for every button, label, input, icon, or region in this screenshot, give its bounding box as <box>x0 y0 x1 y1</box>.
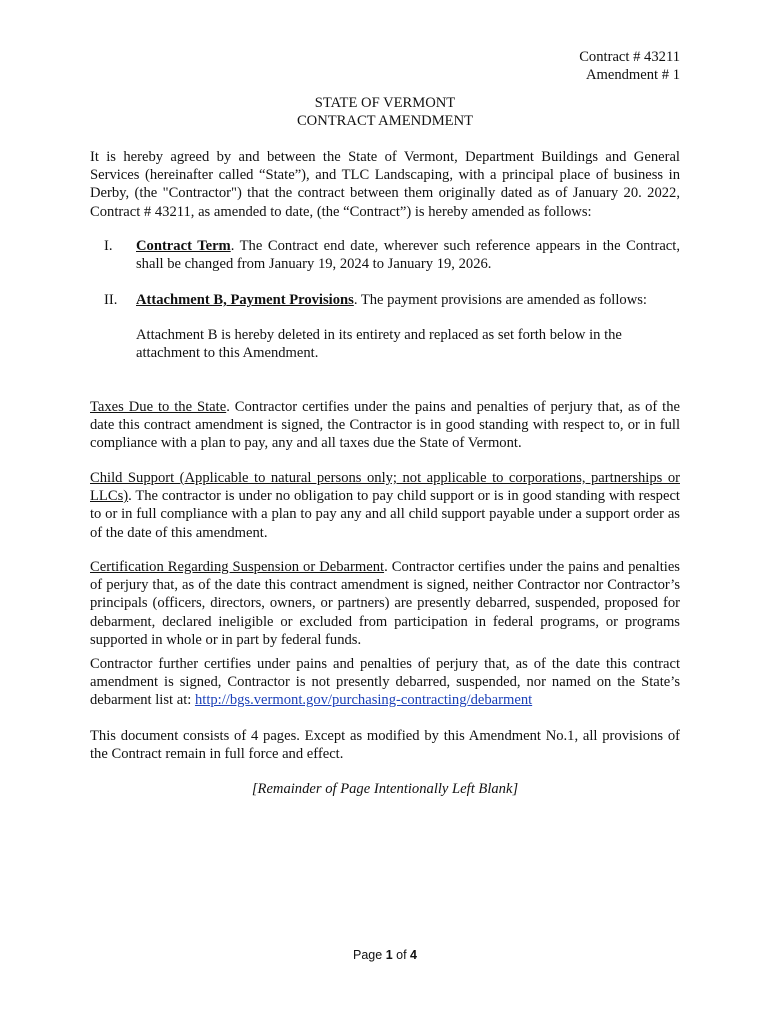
child-support-text: . The contractor is under no obligation to pay child support or is in good standing with respect to or in full compliance with a plan to pay any and all child support payable under a support order as of the date of this amendment. <box>90 488 680 541</box>
certification-paragraph <box>90 558 680 649</box>
item-2-paragraph <box>136 291 680 309</box>
item-1-numeral: I. <box>104 238 113 254</box>
footer-page-current: 1 <box>385 948 393 962</box>
footer-of-word: of <box>392 948 411 962</box>
further-certification-paragraph <box>90 655 680 710</box>
title-line-2: CONTRACT AMENDMENT <box>296 113 474 129</box>
further-certification-text: Contractor further certifies under pains and penalties of perjury that, as of the date this contract amendment is signed, Contractor is not presently debarred, suspended, nor named on the State’s debarment list at: <box>90 656 680 709</box>
footer-page-total: 4 <box>410 948 417 962</box>
item-2-subtext: Attachment B is hereby deleted in its entirety and replaced as set forth below in the attachment to this Amendment. <box>136 327 622 362</box>
item-2-numeral: II. <box>104 292 118 308</box>
pages-note: This document consists of 4 pages. Except as modified by this Amendment No.1, all provisions of the Contract remain in full force and effect. <box>90 728 680 763</box>
item-1-paragraph <box>136 237 680 273</box>
item-2-text: . The payment provisions are amended as follows: <box>353 292 647 308</box>
item-2-heading: Attachment B, Payment Provisions <box>136 292 354 308</box>
intro-paragraph: It is hereby agreed by and between the State of Vermont, Department Buildings and General Services (hereinafter called “State”), and TLC Landscaping, with a principal place of business in Derby, (the "Contractor") that the contract between them originally dated as of January 20. 2022, Contract # 43211, as amended to date, (the “Contract”) is hereby amended as follows: <box>90 149 680 220</box>
child-support-heading: Child Support (Applicable to natural persons only; not applicable to corporations, partnerships or LLCs) <box>90 470 680 505</box>
remainder-note: [Remainder of Page Intentionally Left Blank] <box>251 781 519 797</box>
item-1-heading: Contract Term <box>136 238 231 254</box>
certification-text: . Contractor certifies under the pains and penalties of perjury that, as of the date this contract amendment is signed, neither Contractor nor Contractor’s principals (officers, directors, owners, or partners) are presently debarred, suspended, proposed for debarment, declared ineligible or excluded from participation in federal programs, or programs supported in whole or in part by federal funds. <box>90 559 680 648</box>
amendment-number: Amendment # 1 <box>585 67 680 83</box>
taxes-paragraph <box>90 398 680 453</box>
page-footer <box>90 946 680 964</box>
child-support-paragraph <box>90 469 680 542</box>
taxes-heading: Taxes Due to the State <box>90 399 227 415</box>
contract-number: Contract # 43211 <box>579 49 680 65</box>
debarment-link[interactable]: http://bgs.vermont.gov/purchasing-contracting/debarment <box>194 692 533 709</box>
footer-page-word: Page <box>353 948 386 962</box>
taxes-text: . Contractor certifies under the pains and penalties of perjury that, as of the date this contract amendment is signed, the Contractor is in good standing with respect to, or in full compliance with a plan to pay, any and all taxes due the State of Vermont. <box>90 399 680 452</box>
title-line-1: STATE OF VERMONT <box>314 95 456 111</box>
item-1-text: . The Contract end date, wherever such reference appears in the Contract, shall be changed from January 19, 2024 to January 19, 2026. <box>136 238 680 273</box>
certification-heading: Certification Regarding Suspension or Debarment <box>90 559 385 575</box>
